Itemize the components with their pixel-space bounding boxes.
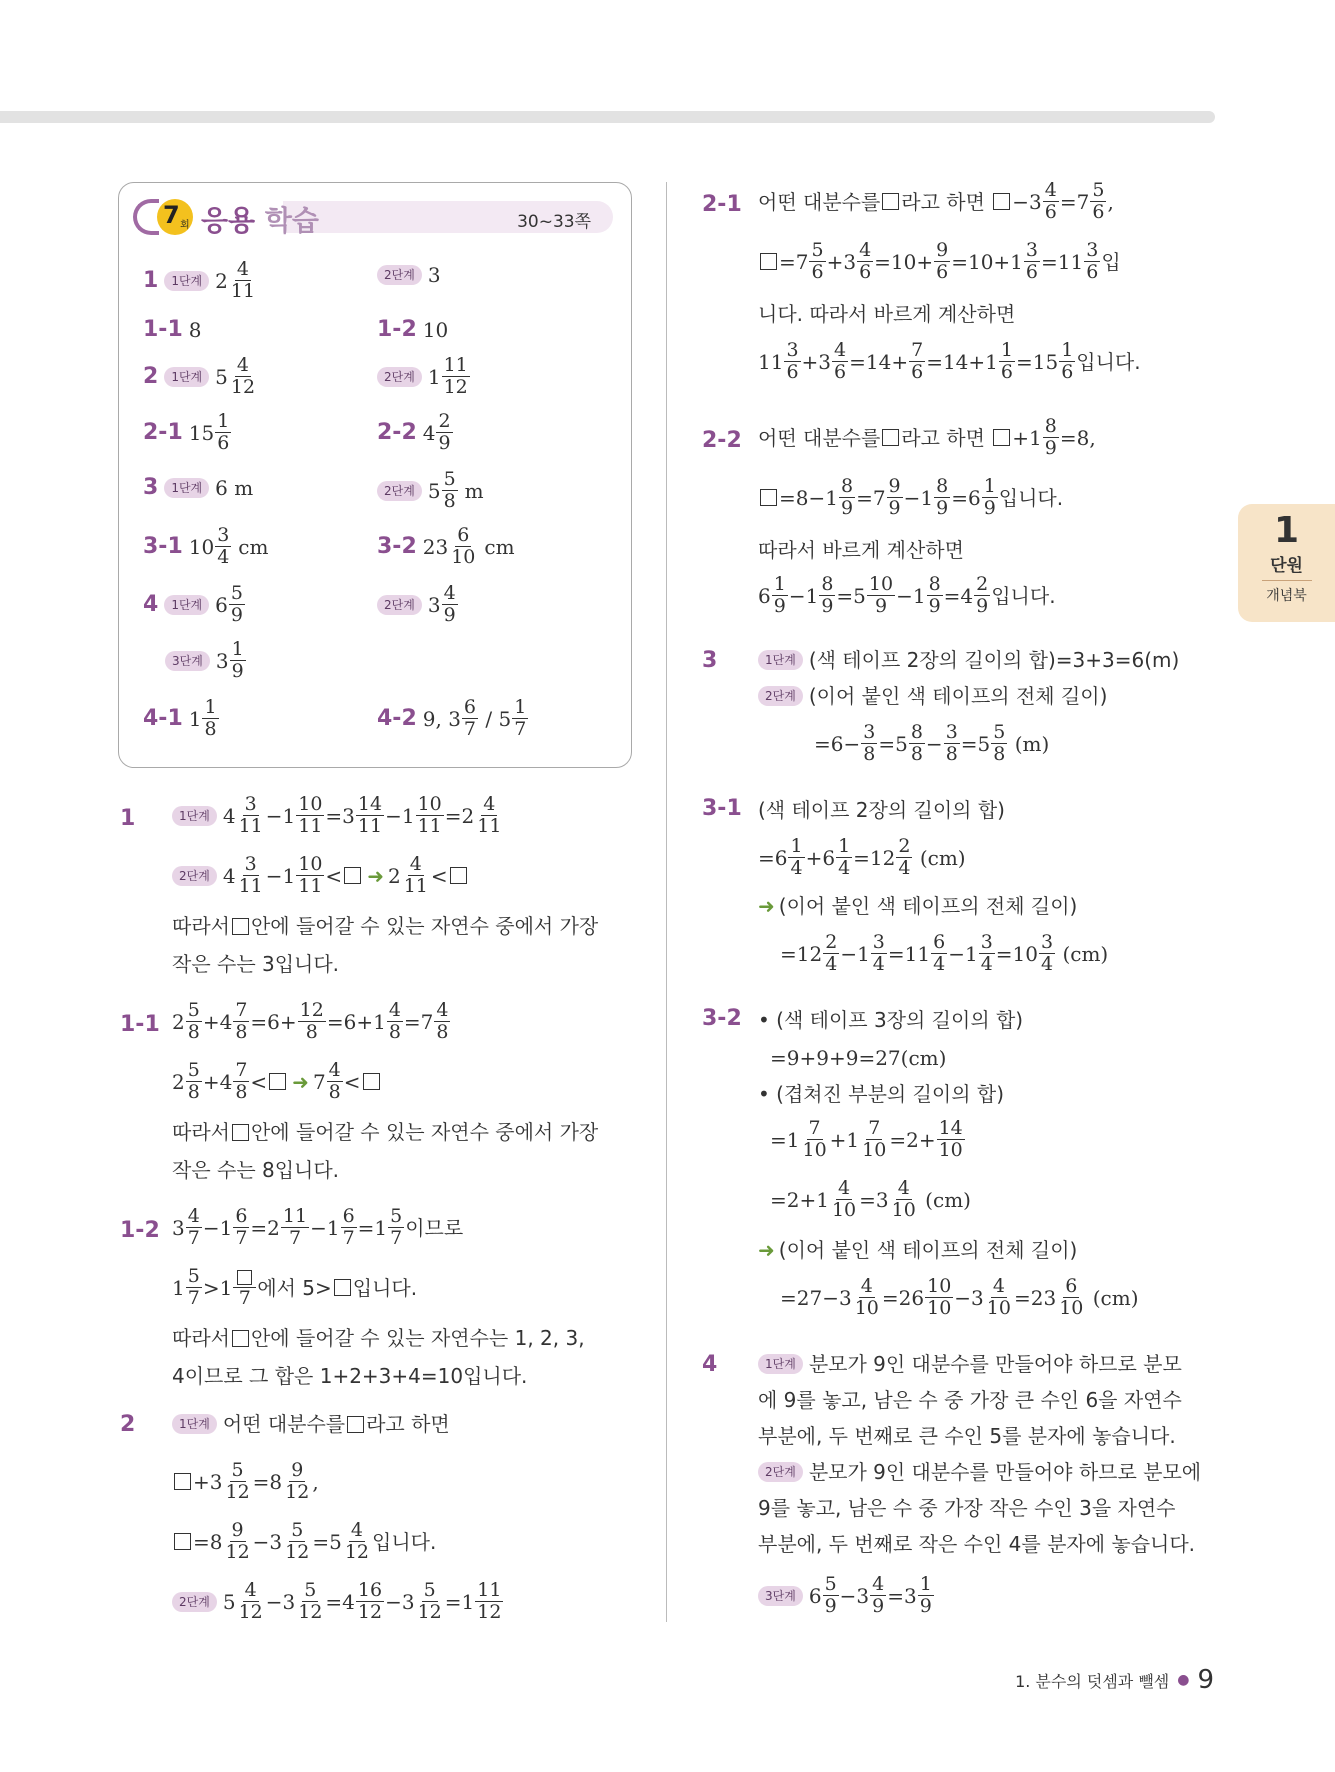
step-badge: 2단계: [758, 1462, 803, 1482]
num: 6: [457, 524, 470, 546]
solution-3-1-line1: (색 테이프 2장의 길이의 합): [758, 798, 1005, 822]
fraction: [442, 469, 458, 512]
answer-1-2: [377, 317, 448, 342]
text: 분모가 9인 대분수를 만들어야 하므로 분모에: [808, 1460, 1202, 1484]
answer-2-2: [377, 411, 454, 454]
unit: m: [464, 478, 484, 503]
solution-3-label: 3: [702, 648, 718, 673]
solution-2-2-line1: 어떤 대분수를 라고 하면 +1 $\frac{8}{9}$ =8,: [758, 415, 1096, 459]
solution-2-1-line1: 어떤 대분수를 라고 하면 −3 $\frac{4}{6}$ =7 $\frac{5}{6}$ ,: [758, 179, 1114, 223]
text: 안에 들어갈 수 있는 자연수는 1, 2, 3,: [250, 1326, 585, 1350]
step-badge: 1단계: [172, 806, 217, 826]
answer-label: 1-1: [143, 317, 183, 342]
fraction: [202, 697, 218, 740]
solution-1-2-line2: 1 $\frac{5}{7}$ >1 7 에서 5> 입니다.: [172, 1265, 418, 1309]
answer-1-step2: [377, 263, 441, 287]
den: 7: [514, 718, 527, 740]
solution-1-2-text1: [172, 1324, 585, 1352]
answer-2-step2: [377, 355, 471, 398]
solution-2-label: 2: [120, 1412, 136, 1437]
whole: 4: [422, 420, 436, 445]
fraction: [442, 355, 470, 398]
blank-box: [882, 429, 899, 446]
text: 라고 하면: [901, 189, 985, 214]
den: 12: [230, 376, 256, 398]
solution-3-2-line2: =9+9+9=27(cm): [770, 1046, 947, 1070]
text: 안에 들어갈 수 있는 자연수 중에서 가장: [250, 1120, 599, 1144]
step-badge: 2단계: [172, 1592, 217, 1612]
arrow-icon: ➜: [758, 1238, 775, 1262]
fraction: [229, 355, 257, 398]
whole: 1: [188, 706, 202, 731]
step-badge: 2단계: [377, 367, 422, 387]
solution-3-1-label: 3-1: [702, 796, 742, 821]
den: 9: [230, 604, 243, 626]
text: 입니다.: [998, 485, 1064, 510]
title-main: 응용: [201, 204, 256, 237]
num: 1: [204, 696, 217, 718]
answer-label: 4-2: [377, 706, 417, 731]
fraction: [442, 583, 458, 626]
answer-4-step3: [165, 639, 247, 682]
solution-2-2-line3: 6 $\frac{1}{9}$ −1 $\frac{8}{9}$ =5 $\frac{10}{9}$ −1 $\frac{8}{9}$ =4 $\frac{2}{9}$ 입니다.: [758, 573, 1056, 617]
num: 3: [217, 524, 230, 546]
text: 따라서: [172, 1120, 230, 1144]
answer-4-step2: [377, 583, 459, 626]
unit: cm: [238, 534, 269, 559]
step-badge: 1단계: [164, 271, 209, 291]
value: 9, 3: [422, 706, 461, 731]
arrow-icon: ➜: [367, 863, 384, 888]
page-number: 9: [1197, 1665, 1214, 1695]
step-badge: 3단계: [165, 651, 210, 671]
solution-1-2-label: 1-2: [120, 1218, 160, 1243]
chapter-title: 1. 분수의 덧셈과 뺄셈: [1015, 1671, 1170, 1691]
solution-4-line4: [758, 1458, 1201, 1486]
dot-icon: ●: [1177, 1672, 1190, 1688]
num: 1: [514, 696, 527, 718]
num: 5: [443, 468, 456, 490]
solution-1-text2: 작은 수는 3입니다.: [172, 952, 340, 976]
solution-3-2-line4: =1 $\frac{7}{10}$ +1 $\frac{7}{10}$ =2+ $\frac{14}{10}$: [770, 1117, 963, 1161]
answer-1-1: [143, 317, 201, 342]
solution-1-label: 1: [120, 806, 136, 831]
step-badge: 2단계: [377, 595, 422, 615]
num: 5: [230, 582, 243, 604]
blank-box: [760, 253, 777, 270]
text: 분모가 9인 대분수를 만들어야 하므로 분모: [808, 1352, 1182, 1376]
solution-1-2-line1: 3 $\frac{4}{7}$ −1 $\frac{6}{7}$ =2 $\frac{11}{7}$ −1 $\frac{6}{7}$ =1 $\frac{5}{7}$ 이므로: [172, 1205, 464, 1249]
session-badge: [157, 199, 193, 235]
fraction: [215, 411, 231, 454]
fraction: [229, 583, 245, 626]
blank-box: [450, 867, 467, 884]
blank-box: [344, 867, 361, 884]
title-sub: 학습: [264, 204, 319, 237]
solution-1-1-text1: [172, 1118, 598, 1146]
den: 9: [443, 604, 456, 626]
num: 2: [438, 410, 451, 432]
whole: 3: [215, 648, 229, 673]
solution-2-line4: 2단계 5 $\frac{4}{12}$ −3 $\frac{5}{12}$ =4 $\frac{16}{12}$ −3 $\frac{5}{12}$ =1 $\frac{11}{12}$: [172, 1580, 504, 1623]
text: 라고 하면: [901, 425, 985, 450]
blank-box: [760, 489, 777, 506]
whole: 5: [215, 364, 228, 389]
den: 8: [443, 490, 456, 512]
solution-2-line2: +3 $\frac{5}{12}$ =8 $\frac{9}{12}$ ,: [172, 1460, 319, 1503]
answer-label: 2-1: [143, 420, 183, 445]
den: 10: [451, 546, 476, 568]
blank-box: [232, 918, 249, 935]
solution-4-label: 4: [702, 1352, 718, 1377]
solution-1-1-text2: 작은 수는 8입니다.: [172, 1158, 340, 1182]
solution-2-2-label: 2-2: [702, 428, 742, 453]
blank-box: [334, 1279, 351, 1296]
solution-1-1-line2: 2 $\frac{5}{8}$ +4 $\frac{7}{8}$ < ➜ 7 $\frac{4}{8}$ <: [172, 1060, 382, 1103]
answer-3-1: [143, 525, 268, 568]
num: 4: [236, 258, 250, 280]
blank-box: [174, 1473, 191, 1490]
text: 따라서: [172, 1326, 230, 1350]
text: (색 테이프 2장의 길이의 합)=3+3=6(m): [808, 648, 1180, 672]
whole: 15: [188, 420, 215, 445]
text: (이어 붙인 색 테이프의 전체 길이): [778, 1238, 1078, 1262]
solution-3-line1: [758, 646, 1179, 674]
text: 입니다.: [372, 1529, 437, 1554]
step-badge: 2단계: [758, 686, 803, 706]
answer-label: 4: [143, 592, 159, 617]
solution-4-line3: 부분에, 두 번째로 큰 수인 5를 분자에 놓습니다.: [758, 1424, 1176, 1448]
value: 6 m: [215, 475, 254, 500]
text: 어떤 대분수를: [758, 425, 881, 450]
tab-divider: [1262, 580, 1312, 581]
num: 6: [463, 696, 477, 718]
answer-4-2: [377, 697, 529, 740]
num: 11: [443, 354, 468, 376]
answer-label: 3: [143, 475, 159, 500]
text: 입니다.: [1076, 349, 1141, 374]
value: 3: [427, 263, 441, 287]
solution-3-2-line7: =27−3 $\frac{4}{10}$ =26 $\frac{10}{10}$ −3 $\frac{4}{10}$ =23 $\frac{6}{10}$ (cm): [780, 1275, 1139, 1319]
fraction: [462, 697, 478, 740]
session-unit: 회: [180, 220, 190, 231]
den: 9: [438, 432, 451, 454]
answer-3: [143, 475, 253, 500]
fraction: [512, 697, 528, 740]
den: 12: [443, 376, 468, 398]
fraction: [229, 259, 257, 302]
step-badge: 1단계: [164, 595, 209, 615]
blank-box: [993, 429, 1010, 446]
den: 7: [463, 718, 477, 740]
arrow-icon: ➜: [758, 894, 775, 918]
answer-4-1: [143, 697, 220, 740]
text: (이어 붙인 색 테이프의 전체 길이): [808, 684, 1108, 708]
solution-2-line3: =8 $\frac{9}{12}$ −3 $\frac{5}{12}$ =5 $\frac{4}{12}$ 입니다.: [172, 1520, 436, 1563]
whole: 6: [215, 592, 228, 617]
answer-3-2: [377, 525, 515, 568]
solution-4-line7: 3단계 6 $\frac{5}{9}$ −3 $\frac{4}{9}$ =3 $\frac{1}{9}$: [758, 1574, 935, 1617]
text: 라고 하면: [366, 1412, 450, 1436]
solution-4-line5: 9를 놓고, 남은 수 중 가장 작은 수인 3을 자연수: [758, 1496, 1176, 1520]
value: 8: [188, 317, 202, 342]
fraction: [449, 525, 477, 568]
text: 입니다.: [991, 583, 1056, 608]
solution-2-2-text: 따라서 바르게 계산하면: [758, 538, 964, 562]
whole: 10: [188, 534, 215, 559]
blank-box: [232, 1124, 249, 1141]
den: 6: [217, 432, 230, 454]
answer-label: 3-2: [377, 534, 417, 559]
solution-3-1-line3: [758, 892, 1077, 920]
unit-label: 단원: [1270, 556, 1303, 576]
step-badge: 2단계: [377, 265, 422, 285]
answer-label: 1-2: [377, 317, 417, 342]
text: (이어 붙인 색 테이프의 전체 길이): [778, 894, 1078, 918]
solution-4-line1: [758, 1350, 1182, 1378]
solution-2-1-text: 니다. 따라서 바르게 계산하면: [758, 302, 1016, 326]
solution-4-line2: 에 9를 놓고, 남은 수 중 가장 큰 수인 6을 자연수: [758, 1388, 1182, 1412]
unit: cm: [484, 534, 515, 559]
fraction: [230, 639, 246, 682]
blank-box: [882, 193, 899, 210]
solution-2-line1: [172, 1410, 450, 1438]
solution-3-2-line1: • (색 테이프 3장의 길이의 합): [758, 1008, 1024, 1032]
fraction: [436, 411, 452, 454]
solution-2-1-label: 2-1: [702, 192, 742, 217]
blank-box: [347, 1416, 364, 1433]
solution-1-1-line1: 2 $\frac{5}{8}$ +4 $\frac{7}{8}$ =6+ $\frac{12}{8}$ =6+1 $\frac{4}{8}$ =7 $\frac{4}{8}$: [172, 999, 449, 1043]
text: 에서 5>: [257, 1275, 332, 1300]
fraction: [215, 525, 231, 568]
solution-3-2-line5: =2+1 $\frac{4}{10}$ =3 $\frac{4}{10}$ (cm): [770, 1177, 971, 1221]
solution-3-line3: =6− $\frac{3}{8}$ =5 $\frac{8}{8}$ − $\frac{3}{8}$ =5 $\frac{5}{8}$ (m): [814, 721, 1050, 765]
arrow-icon: ➜: [292, 1069, 309, 1094]
solution-1-line2: 2단계 4 $\frac{3}{11}$ −1 $\frac{10}{11}$ < ➜ 2 $\frac{4}{11}$ <: [172, 854, 469, 897]
solution-3-2-label: 3-2: [702, 1006, 742, 1031]
num: 1: [217, 410, 230, 432]
section-title: [201, 199, 319, 239]
page-range: 30~33쪽: [517, 212, 591, 232]
answer-2: [143, 355, 258, 398]
answer-box-header: [133, 197, 613, 237]
answer-1: [143, 259, 258, 302]
header-arc: [133, 199, 159, 235]
den: 8: [204, 718, 217, 740]
text: 입니다.: [352, 1275, 418, 1300]
answer-box: [118, 182, 632, 768]
solution-3-line2: [758, 682, 1107, 710]
session-number: 7: [163, 201, 180, 229]
solution-1-text1: [172, 912, 598, 940]
blank-box: [993, 193, 1010, 210]
solution-1-1-label: 1-1: [120, 1012, 160, 1037]
solution-3-1-line2: =6 $\frac{1}{4}$ +6 $\frac{1}{4}$ =12 $\frac{2}{4}$ (cm): [758, 835, 966, 879]
text: 따라서: [172, 914, 230, 938]
solution-1-line1: 1단계 4 $\frac{3}{11}$ −1 $\frac{10}{11}$ =3 $\frac{14}{11}$ −1 $\frac{10}{11}$ =2 $\frac{4}{11}$: [172, 794, 504, 837]
solution-3-2-line3: • (겹쳐진 부분의 길이의 합): [758, 1082, 1005, 1106]
blank-box: [174, 1533, 191, 1550]
answer-label: 2: [143, 364, 159, 389]
top-bar: [0, 111, 1215, 123]
solution-2-1-line3: 11 $\frac{3}{6}$ +3 $\frac{4}{6}$ =14+ $\frac{7}{6}$ =14+1 $\frac{1}{6}$ =15 $\frac{1}{6}$ 입니다.: [758, 339, 1141, 383]
value: 10: [422, 317, 449, 342]
blank-box: [237, 1270, 252, 1285]
step-badge: 1단계: [758, 1354, 803, 1374]
whole: 2: [215, 268, 228, 293]
den: 4: [217, 546, 230, 568]
den: 11: [230, 280, 256, 302]
whole: 23: [422, 534, 449, 559]
step-badge: 1단계: [172, 1414, 217, 1434]
step-badge: 1단계: [758, 650, 803, 670]
page-footer: [1015, 1665, 1214, 1695]
blank-box: [232, 1330, 249, 1347]
solution-3-2-line6: [758, 1236, 1077, 1264]
separator: / 5: [479, 706, 512, 731]
solution-2-2-line2: =8−1 $\frac{8}{9}$ =7 $\frac{9}{9}$ −1 $\frac{8}{9}$ =6 $\frac{1}{9}$ 입니다.: [758, 476, 1063, 519]
solution-1-2-text2: 4이므로 그 합은 1+2+3+4=10입니다.: [172, 1364, 528, 1388]
solution-3-1-line4: =12 $\frac{2}{4}$ −1 $\frac{3}{4}$ =11 $\frac{6}{4}$ −1 $\frac{3}{4}$ =10 $\frac{3}{4}$ (cm): [780, 931, 1109, 975]
blank-box: [269, 1073, 286, 1090]
step-badge: 1단계: [164, 367, 209, 387]
num: 4: [443, 582, 456, 604]
text: 이므로: [405, 1215, 464, 1240]
text: 입: [1101, 249, 1121, 274]
step-badge: 2단계: [377, 481, 422, 501]
blank-box: [363, 1073, 380, 1090]
den: 9: [231, 660, 244, 682]
text: 어떤 대분수를: [758, 189, 881, 214]
solution-4-line6: 부분에, 두 번째로 작은 수인 4를 분자에 놓습니다.: [758, 1532, 1196, 1556]
book-label: 개념북: [1266, 588, 1307, 604]
answer-label: 2-2: [377, 420, 417, 445]
answer-2-1: [143, 411, 232, 454]
whole: 1: [427, 364, 441, 389]
step-badge: 2단계: [172, 866, 217, 886]
answer-label: 1: [143, 268, 159, 293]
answer-label: 3-1: [143, 534, 183, 559]
num: 1: [231, 638, 244, 660]
whole: 3: [427, 592, 441, 617]
num: 4: [236, 354, 250, 376]
answer-label: 4-1: [143, 706, 183, 731]
answer-3-step2: [377, 469, 484, 512]
text: 어떤 대분수를: [222, 1412, 346, 1436]
unit-number: 1: [1273, 510, 1300, 551]
solution-2-1-line2: =7 $\frac{5}{6}$ +3 $\frac{4}{6}$ =10+ $\frac{9}{6}$ =10+1 $\frac{3}{6}$ =11 $\frac{3}{6}$ 입: [758, 240, 1121, 283]
unit-tab: [1238, 504, 1335, 622]
step-badge: 3단계: [758, 1586, 803, 1606]
text: 안에 들어갈 수 있는 자연수 중에서 가장: [250, 914, 599, 938]
step-badge: 1단계: [164, 478, 209, 498]
answer-4: [143, 583, 246, 626]
whole: 5: [427, 478, 441, 503]
column-divider: [666, 182, 667, 1622]
